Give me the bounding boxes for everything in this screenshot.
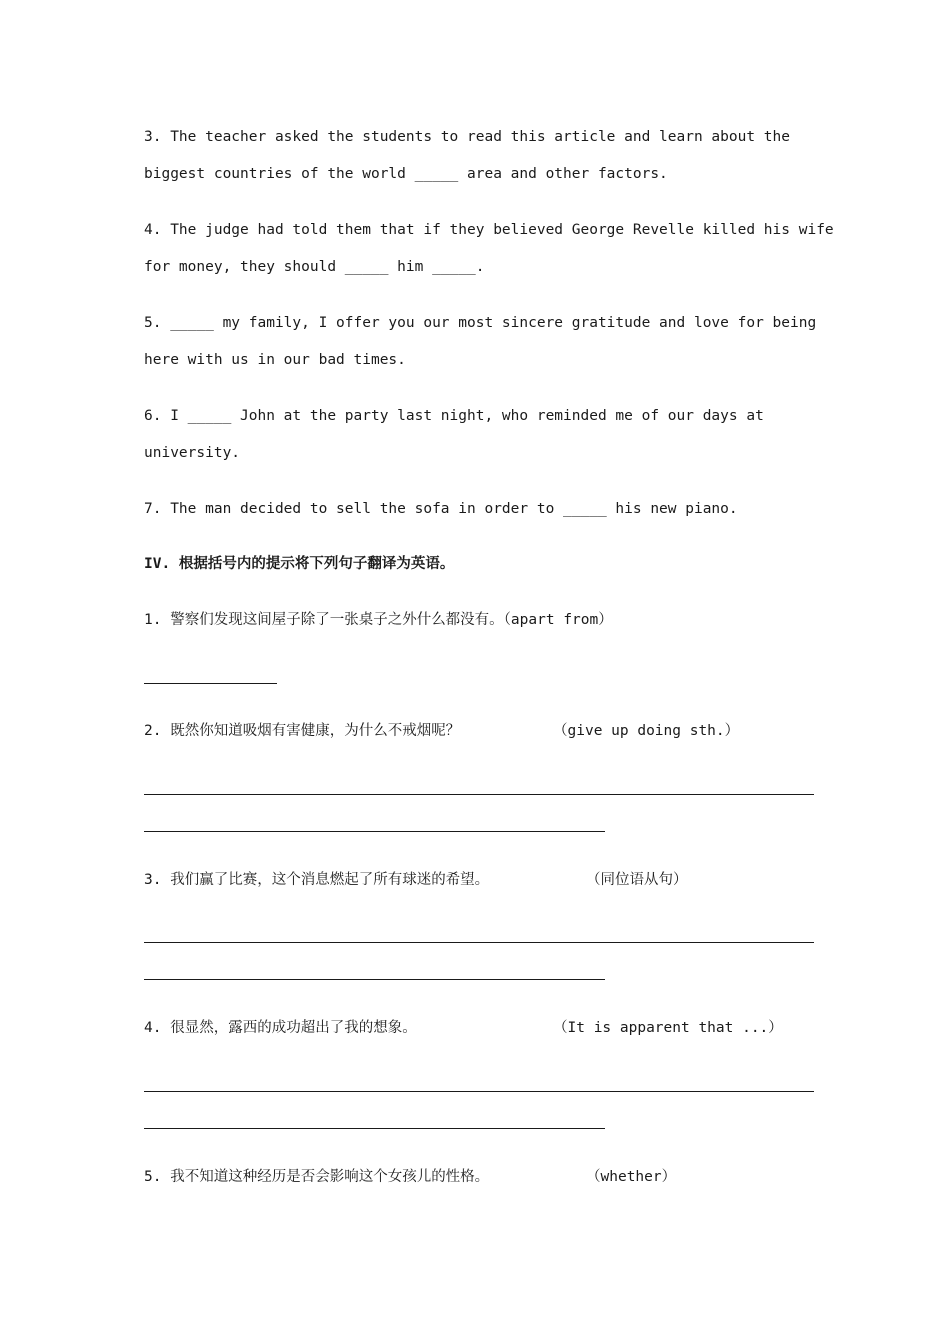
- question-6-line-2: university.: [144, 445, 241, 461]
- translation-3-answer-line-2[interactable]: [144, 979, 605, 980]
- translation-1-prompt: 1. 警察们发现这间屋子除了一张桌子之外什么都没有。（apart from）: [144, 612, 613, 628]
- translation-5-hint: （whether）: [586, 1169, 677, 1185]
- translation-1-answer-line[interactable]: [144, 683, 277, 684]
- question-3-line-2: biggest countries of the world _____ area and other factors.: [144, 166, 668, 182]
- translation-2-answer-line-1[interactable]: [144, 794, 814, 795]
- translation-4-prompt: 4. 很显然，露西的成功超出了我的想象。: [144, 1020, 417, 1036]
- translation-2-prompt: 2. 既然你知道吸烟有害健康，为什么不戒烟呢？: [144, 723, 461, 739]
- translation-3-answer-line-1[interactable]: [144, 942, 814, 943]
- question-7-line-1: 7. The man decided to sell the sofa in order to _____ his new piano.: [144, 501, 738, 517]
- translation-3-prompt: 3. 我们赢了比赛，这个消息燃起了所有球迷的希望。: [144, 872, 490, 888]
- translation-3-hint: （同位语从句）: [586, 872, 688, 888]
- translation-4-hint: （It is apparent that ...）: [553, 1020, 783, 1036]
- translation-2-hint: （give up doing sth.）: [553, 723, 740, 739]
- question-4-line-1: 4. The judge had told them that if they believed George Revelle killed his wife: [144, 222, 834, 238]
- question-6-line-1: 6. I _____ John at the party last night, who reminded me of our days at: [144, 408, 764, 424]
- translation-4-answer-line-2[interactable]: [144, 1128, 605, 1129]
- translation-4-answer-line-1[interactable]: [144, 1091, 814, 1092]
- question-4-line-2: for money, they should _____ him _____.: [144, 259, 485, 275]
- translation-5-prompt: 5. 我不知道这种经历是否会影响这个女孩儿的性格。: [144, 1169, 490, 1185]
- question-5-line-2: here with us in our bad times.: [144, 352, 406, 368]
- question-3-line-1: 3. The teacher asked the students to read this article and learn about the: [144, 129, 791, 145]
- translation-2-answer-line-2[interactable]: [144, 831, 605, 832]
- section-4-heading: IV. 根据括号内的提示将下列句子翻译为英语。: [144, 556, 455, 572]
- question-5-line-1: 5. _____ my family, I offer you our most sincere gratitude and love for being: [144, 315, 817, 331]
